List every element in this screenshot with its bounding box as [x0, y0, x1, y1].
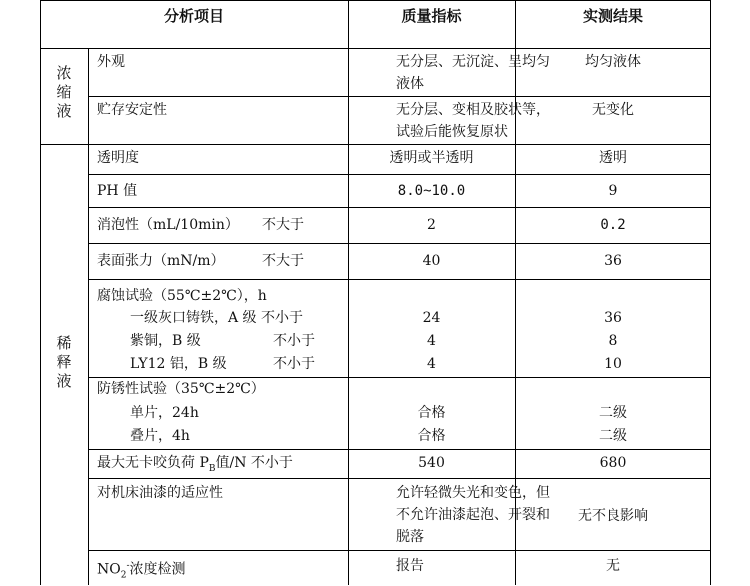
row-rust-sub1: 单片，24h [130, 405, 199, 421]
row-maxload-result: 680 [599, 455, 627, 471]
row-appearance-result: 均匀液体 [585, 54, 641, 70]
row-divider [88, 279, 711, 280]
row-corrosion-sub3: LY12 铝，B 级 [130, 356, 227, 372]
row-no2-item-tail: 浓度检测 [129, 561, 186, 578]
row-corrosion-note2: 不小于 [273, 333, 315, 349]
row-defoam-item: 消泡性（mL/10min） [97, 217, 239, 233]
row-corrosion-q1: 24 [422, 310, 441, 326]
row-ph-result: 9 [608, 183, 618, 199]
row-defoam-note: 不大于 [262, 217, 304, 233]
row-rust-r2: 二级 [599, 428, 627, 444]
header-divider [40, 48, 711, 49]
row-surface-quality: 40 [422, 253, 441, 269]
column-divider-quality [348, 0, 349, 585]
row-paint-result: 无不良影响 [578, 508, 648, 524]
row-maxload-item [97, 452, 293, 480]
row-no2-item-sup: - [126, 561, 130, 571]
row-ph-quality: 8.0~10.0 [397, 183, 466, 199]
row-maxload-item-text: 最大无卡咬负荷 P [97, 455, 209, 471]
row-paint-quality: 允许轻微失光和变色，但不允许油漆起泡、开裂和脱落 [396, 485, 550, 545]
row-rust-q1: 合格 [417, 405, 446, 421]
row-corrosion-q2: 4 [427, 333, 436, 349]
row-rust-q2: 合格 [417, 428, 446, 444]
row-defoam-quality: 2 [427, 217, 436, 233]
row-no2-item-text: NO [97, 561, 121, 578]
row-no2-item-sub: 2 [120, 570, 127, 581]
row-surface-note: 不大于 [262, 253, 304, 269]
group-label-concentrate: 浓 缩 液 [56, 64, 72, 120]
row-rust-sub2: 叠片，4h [130, 428, 190, 444]
row-appearance-quality: 无分层、无沉淀、呈均匀液体 [396, 54, 550, 92]
row-transparency-result: 透明 [599, 150, 627, 166]
row-no2-quality: 报告 [396, 558, 424, 574]
row-surface-result: 36 [604, 253, 622, 269]
row-defoam-result: 0.2 [600, 217, 626, 233]
row-maxload-item-sub: B [208, 463, 216, 474]
row-transparency-quality: 透明或半透明 [389, 150, 474, 166]
row-rust-r1: 二级 [599, 405, 627, 421]
header-result: 实测结果 [582, 7, 643, 25]
column-divider-group [88, 48, 89, 585]
row-appearance-item: 外观 [97, 54, 125, 70]
row-maxload-quality: 540 [418, 455, 445, 471]
row-paint-item: 对机床油漆的适应性 [97, 485, 223, 501]
row-storage-quality: 无分层、变相及胶状等，试验后能恢复原状 [396, 102, 550, 140]
group-label-dilute: 稀 释 液 [56, 334, 72, 390]
row-divider [88, 174, 711, 175]
row-no2-item [97, 555, 186, 586]
row-rust-item: 防锈性试验（35℃±2℃） [97, 381, 265, 397]
header-quality: 质量指标 [401, 7, 462, 25]
row-no2-result: 无 [606, 558, 620, 574]
row-corrosion-sub2: 紫铜，B 级 [130, 333, 201, 349]
row-corrosion-sub1: 一级灰口铸铁，A 级 不小于 [130, 310, 304, 326]
row-ph-item: PH 值 [97, 183, 138, 199]
analysis-table [40, 0, 711, 585]
row-divider [88, 207, 711, 208]
table-border-top [40, 0, 711, 1]
row-storage-result: 无变化 [592, 102, 634, 118]
row-corrosion-r2: 8 [608, 333, 618, 349]
row-divider [88, 96, 711, 97]
row-corrosion-q3: 4 [427, 356, 436, 372]
row-divider [88, 243, 711, 244]
table-border-right [710, 0, 711, 585]
row-storage-item: 贮存安定性 [97, 102, 167, 118]
row-maxload-item-tail: 值/N 不小于 [215, 455, 293, 471]
group-divider [40, 144, 711, 145]
row-divider [88, 449, 711, 450]
row-surface-item: 表面张力（mN/m） [97, 253, 225, 269]
row-corrosion-r1: 36 [604, 310, 622, 326]
row-divider [88, 550, 711, 551]
row-corrosion-item: 腐蚀试验（55℃±2℃），h [97, 288, 267, 304]
header-item: 分析项目 [163, 7, 224, 25]
table-border-left [40, 0, 41, 585]
row-corrosion-r3: 10 [604, 356, 622, 372]
row-corrosion-note3: 不小于 [273, 356, 315, 372]
row-transparency-item: 透明度 [97, 150, 139, 166]
